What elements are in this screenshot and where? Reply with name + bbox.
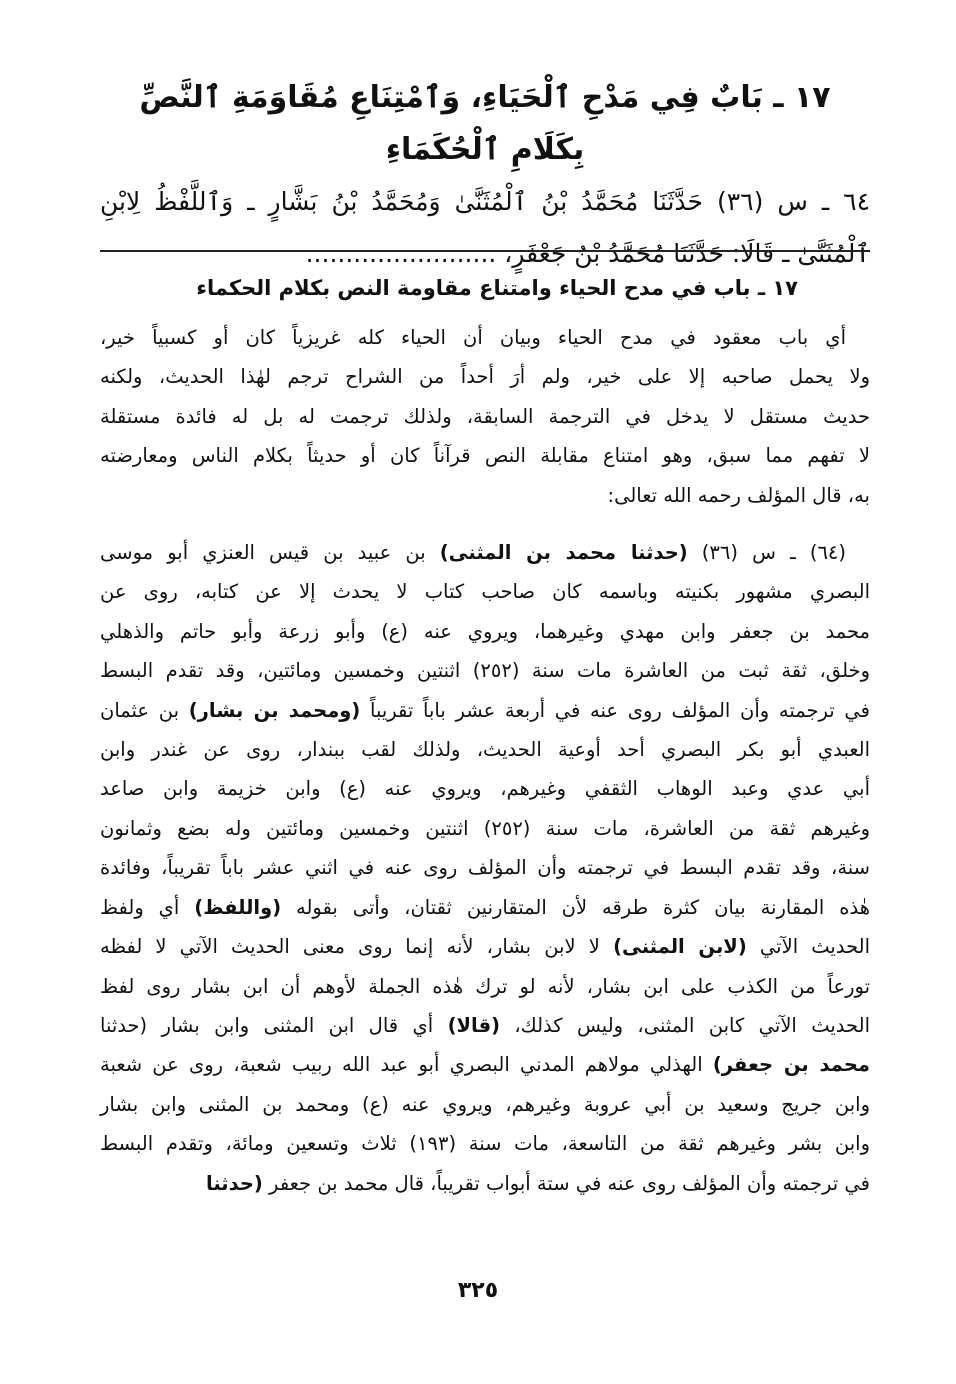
commentary-line bbox=[100, 691, 870, 730]
commentary-line bbox=[100, 1124, 870, 1163]
separator-rule bbox=[100, 250, 870, 252]
line-text: هٰذه المقارنة بيان كثرة طرقه لأن المتقارنين ثقتان، وأتى بقوله bbox=[281, 895, 870, 919]
line-text: في ترجمته وأن المؤلف روى عنه في أربعة عشر باباً تقريباً bbox=[360, 698, 871, 722]
commentary-line bbox=[100, 651, 870, 690]
intro-line: حديث مستقل لا يدخل في الترجمة السابقة، ولذلك ترجمت له بل له فائدة مستقلة bbox=[100, 404, 870, 428]
line-text: بن عثمان bbox=[100, 698, 189, 722]
line-text: لا لابن بشار، لأنه إنما روى معنى الحديث الآتي لا لفظه bbox=[100, 935, 614, 959]
hadith-line-1: ٦٤ ـ س (٣٦) حَدَّثَنَا مُحَمَّدُ بْنُ ٱلْمُثَنَّىٰ وَمُحَمَّدُ بْنُ بَشَّارٍ ـ وَٱللَّفْظُ لِابْنِ bbox=[100, 187, 870, 216]
commentary-line bbox=[100, 769, 870, 808]
line-text: وغيرهم ثقة من العاشرة، مات سنة (٢٥٢) اثنتين وخمسين ومائتين وله بضع وثمانون bbox=[100, 816, 870, 840]
commentary-line bbox=[100, 967, 870, 1006]
line-text: أي قال ابن المثنى وابن بشار (حدثنا bbox=[100, 1013, 448, 1037]
line-text: أبي عدي وعبد الوهاب الثقفي وغيرهم، ويروي عنه (ع) وابن خزيمة وابن صاعد bbox=[100, 777, 870, 801]
line-text: سنة، وقد تقدم البسط في ترجمته وأن المؤلف روى عنه في اثني عشر باباً تقريباً، وفائدة bbox=[100, 856, 870, 880]
line-text: الحديث الآتي bbox=[746, 935, 871, 959]
intro-line: أي باب معقود في مدح الحياء وبيان أن الحياء كله غريزياً كان أو كسبياً خير، bbox=[100, 326, 846, 349]
line-text: (٦٤) ـ س (٣٦) bbox=[687, 541, 846, 565]
bold-narrator-text: محمد بن جعفر) bbox=[712, 1053, 870, 1077]
commentary-line bbox=[100, 1006, 870, 1045]
line-text: وابن جريج وسعيد بن أبي عروبة وغيرهم، ويروي عنه (ع) ومحمد بن المثنى وابن بشار bbox=[100, 1092, 870, 1116]
commentary-title: ١٧ ـ باب في مدح الحياء وامتناع مقاومة النص بكلام الحكماء bbox=[196, 276, 798, 300]
line-text: في ترجمته وأن المؤلف روى عنه في ستة أبواب تقريباً، قال محمد بن جعفر bbox=[262, 1171, 870, 1195]
line-text: وخلق، ثقة ثبت من العاشرة مات سنة (٢٥٢) اثنتين وخمسين ومائتين، وقد تقدم البسط bbox=[100, 659, 870, 683]
narrator-commentary-paragraph bbox=[100, 533, 870, 1203]
bold-narrator-text: (حدثنا bbox=[206, 1171, 263, 1195]
commentary-section bbox=[100, 268, 870, 1203]
bold-narrator-text: (لابن المثنى) bbox=[613, 935, 747, 959]
intro-line: ولا يحمل صاحبه إلا على خير، ولم أرَ أحداً من الشراح ترجم لهٰذا الحديث، ولكنه bbox=[100, 365, 870, 389]
hadith-text-block bbox=[100, 72, 870, 280]
line-text: أي ولفظ bbox=[100, 895, 195, 919]
commentary-line bbox=[100, 533, 870, 572]
bold-narrator-text: (ومحمد بن بشار) bbox=[188, 698, 361, 722]
commentary-line bbox=[100, 927, 870, 966]
page-number: ٣٢٥ bbox=[457, 1278, 499, 1303]
commentary-line bbox=[100, 1164, 870, 1203]
line-text: تورعاً من الكذب على ابن بشار، لأنه لو ترك هٰذه الجملة لأوهم أن ابن بشار روى لفظ bbox=[100, 974, 870, 998]
intro-line: لا تفهم مما سبق، وهو امتناع مقابلة النص قرآناً كان أو حديثاً بكلام الناس ومعارضته bbox=[100, 444, 870, 468]
commentary-line bbox=[100, 809, 870, 848]
bold-narrator-text: (واللفظ) bbox=[194, 895, 282, 919]
commentary-line bbox=[100, 612, 870, 651]
commentary-line bbox=[100, 730, 870, 769]
hadith-line-2: ٱلْمُثَنَّىٰ ـ قَالَا: حَدَّثَنَا مُحَمَّدُ بْنُ جَعْفَرٍ، ........................ bbox=[305, 239, 870, 268]
line-text: الحديث الآتي كابن المثنى، وليس كذلك، bbox=[500, 1013, 870, 1037]
commentary-line bbox=[100, 572, 870, 611]
chapter-title: ١٧ ـ بَابٌ فِي مَدْحِ ٱلْحَيَاءِ، وَٱمْتِنَاعِ مُقَاوَمَةِ ٱلنَّصِّ بِكَلَامِ ٱلْحُكَمَاءِ bbox=[139, 80, 831, 167]
commentary-line bbox=[100, 848, 870, 887]
bold-narrator-text: (حدثنا محمد بن المثنى) bbox=[439, 541, 688, 565]
line-text: محمد بن جعفر وابن مهدي وغيرهما، ويروي عنه (ع) وأبو زرعة وأبو حاتم والذهلي bbox=[100, 619, 870, 643]
commentary-line bbox=[100, 1045, 870, 1084]
line-text: الهذلي مولاهم المدني البصري أبو عبد الله ربيب شعبة، روى عن شعبة bbox=[100, 1053, 713, 1077]
bold-narrator-text: (قالا) bbox=[447, 1013, 500, 1037]
line-text: وابن بشر وغيرهم ثقة من التاسعة، مات سنة (١٩٣) ثلاث وتسعين ومائة، وتقدم البسط bbox=[100, 1132, 870, 1156]
intro-paragraph bbox=[100, 318, 870, 515]
commentary-line bbox=[100, 1085, 870, 1124]
commentary-line bbox=[100, 888, 870, 927]
line-text: البصري مشهور بكنيته وباسمه كان صاحب كتاب لا يحدث إلا عن كتابه، روى عن bbox=[100, 580, 870, 604]
line-text: بن عبيد بن قيس العنزي أبو موسى bbox=[100, 541, 440, 565]
intro-line: به، قال المؤلف رحمه الله تعالى: bbox=[607, 483, 870, 507]
line-text: العبدي أبو بكر البصري أحد أوعية الحديث، ولذلك لقب ببندار، روى عن غندر وابن bbox=[100, 738, 870, 762]
